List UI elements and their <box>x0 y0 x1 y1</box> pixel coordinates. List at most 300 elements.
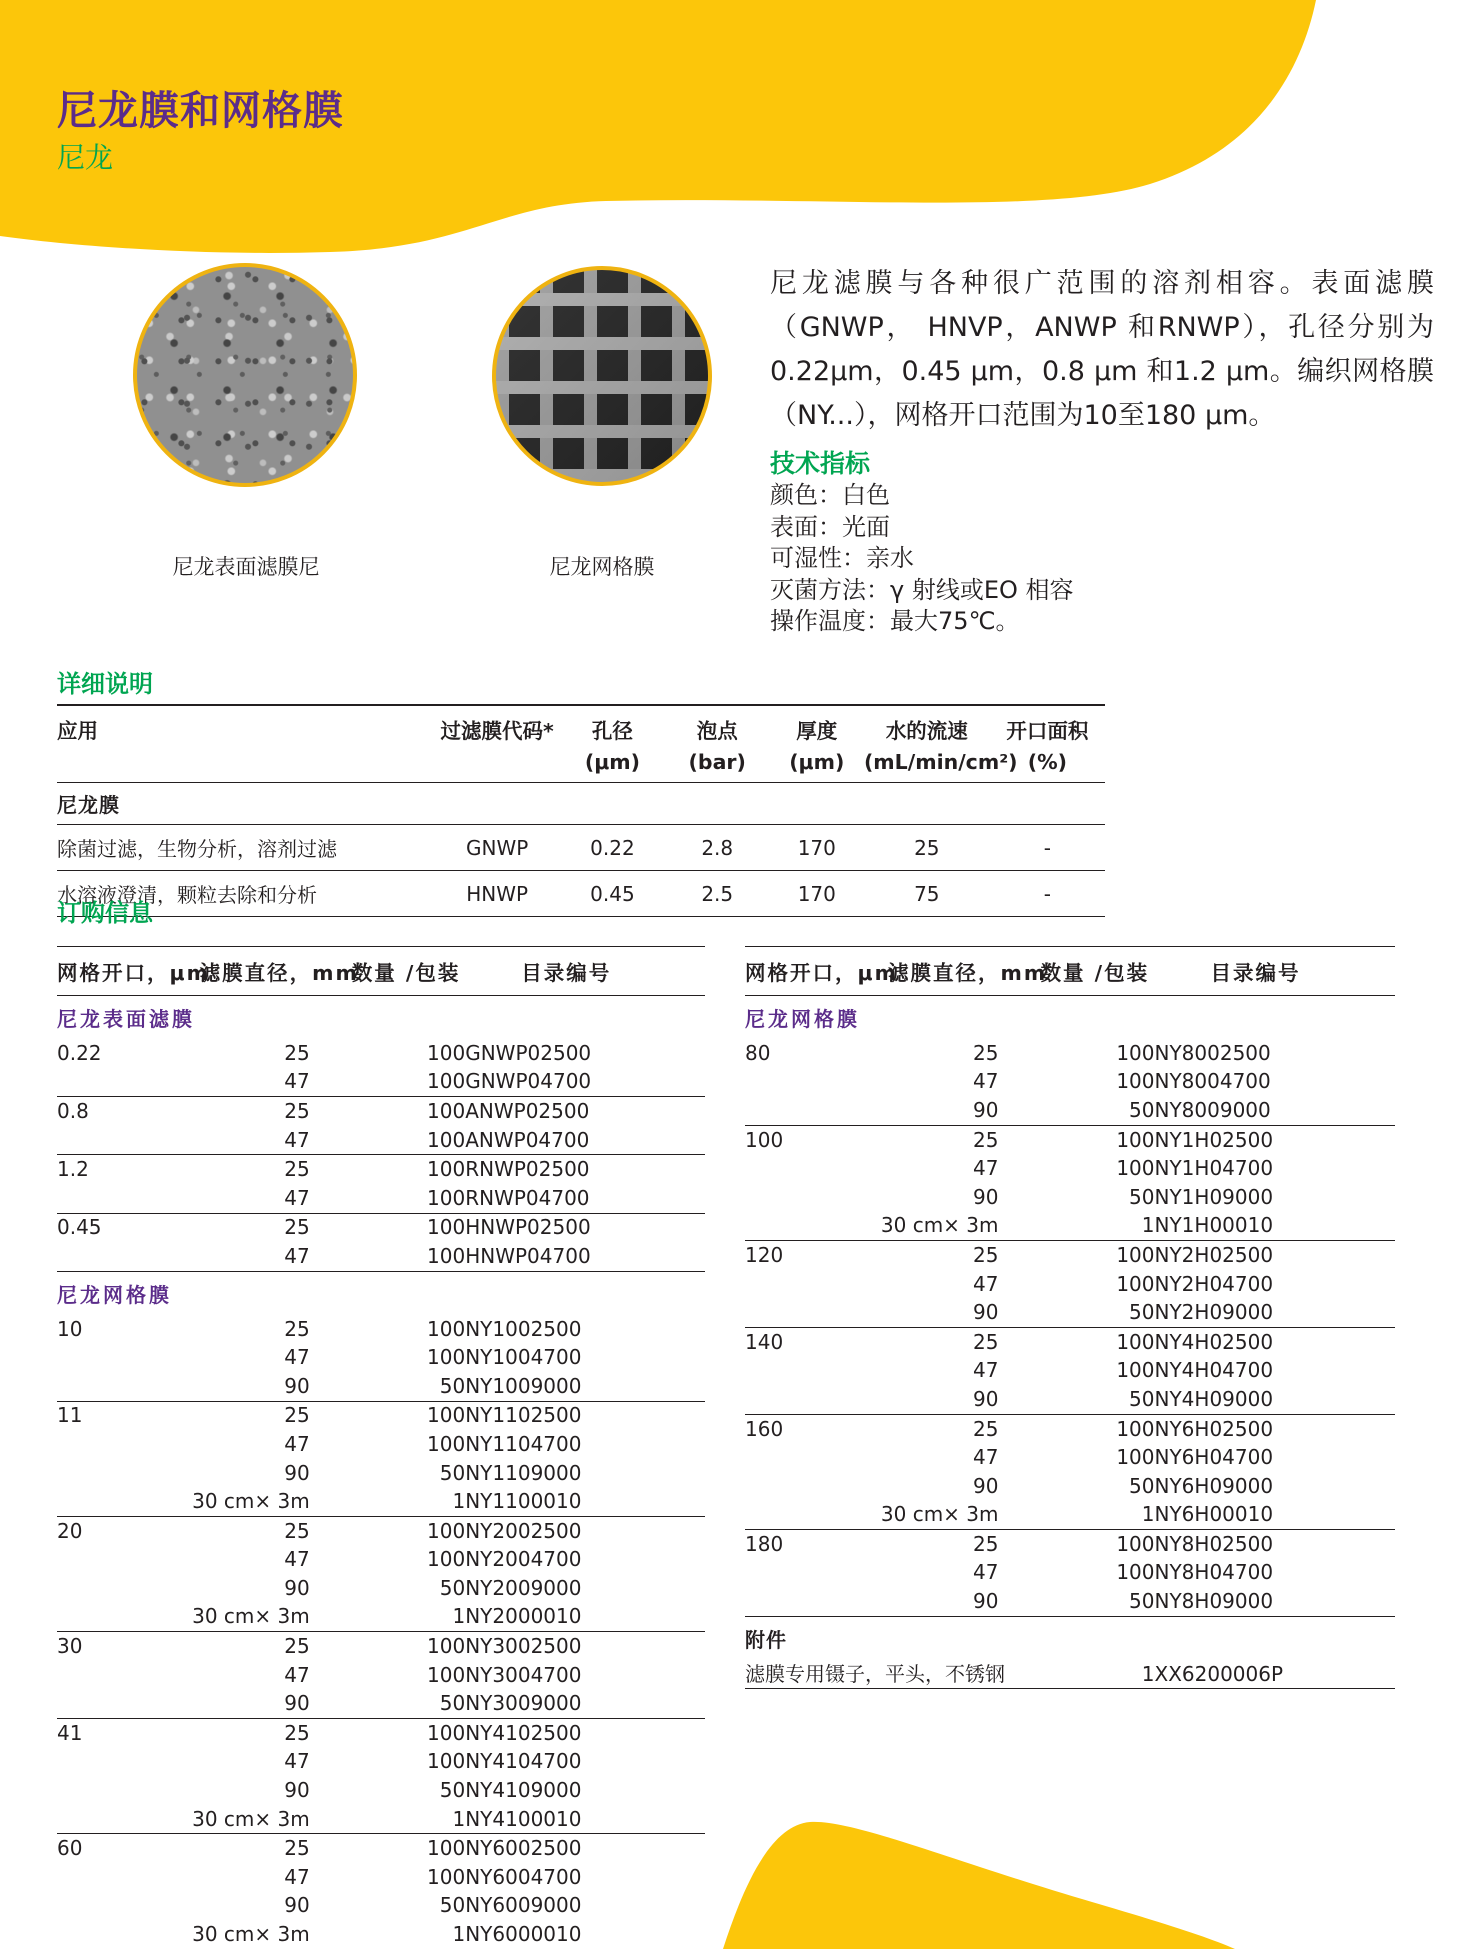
cell: 1 <box>452 1922 466 1947</box>
cell: NY4102500 <box>465 1720 582 1745</box>
cell: 90 <box>973 1300 999 1325</box>
cell: 47 <box>284 1749 310 1774</box>
cell: NY1100010 <box>465 1489 582 1514</box>
column-header-line1: 应用 <box>57 719 98 743</box>
cell <box>745 1096 862 1125</box>
column-header <box>665 705 770 783</box>
cell: GNWP04700 <box>465 1069 592 1094</box>
table-row <box>57 1097 705 1126</box>
column-header-line2: (%) <box>1027 750 1067 774</box>
cell: 100 <box>427 1836 466 1861</box>
cell: 100 <box>1116 1127 1155 1152</box>
cell: 25 <box>284 1316 310 1341</box>
section-title: 尼龙表面滤膜 <box>57 1007 195 1031</box>
cell: 30 <box>57 1634 83 1659</box>
cell: 100 <box>1116 1329 1155 1354</box>
cell <box>57 1603 174 1632</box>
accessories-section-row <box>745 1616 1395 1660</box>
cell: 除菌过滤，生物分析，溶剂过滤 <box>57 837 337 861</box>
cell: 1 <box>1141 1502 1155 1527</box>
sem-image-nylon-surface-filter <box>133 263 357 487</box>
table-row <box>57 1719 705 1748</box>
cell: NY2H09000 <box>1154 1300 1274 1325</box>
cell: - <box>1043 835 1051 860</box>
tech-spec-line: 可湿性：亲水 <box>770 544 914 572</box>
cell: 50 <box>1129 1473 1155 1498</box>
cell: 47 <box>973 1358 999 1383</box>
cell <box>745 1270 862 1299</box>
cell: 100 <box>427 1243 466 1268</box>
cell <box>57 1372 174 1401</box>
table-row <box>745 1270 1395 1299</box>
cell: 25 <box>284 1720 310 1745</box>
table-row <box>57 1516 705 1545</box>
cell: 25 <box>284 1836 310 1861</box>
table-row <box>57 1068 705 1097</box>
cell: 100 <box>427 1547 466 1572</box>
cell: - <box>1043 881 1051 906</box>
column-header <box>560 705 665 783</box>
cell: 47 <box>284 1864 310 1889</box>
cell: 100 <box>427 1127 466 1152</box>
cell: 100 <box>427 1185 466 1210</box>
cell: 47 <box>973 1560 999 1585</box>
cell: 50 <box>1129 1589 1155 1614</box>
cell: HNWP02500 <box>465 1215 591 1240</box>
table-row <box>57 1213 705 1242</box>
cell: 90 <box>973 1097 999 1122</box>
table-row <box>745 1501 1395 1530</box>
table-row <box>57 1546 705 1575</box>
cell: 90 <box>973 1473 999 1498</box>
cell: 25 <box>284 1215 310 1240</box>
cell <box>745 1501 862 1530</box>
intro-paragraph: 尼龙滤膜与各种很广范围的溶剂相容。表面滤膜（GNWP， HNVP，ANWP 和RNWP），孔径分别为0.22μm，0.45 μm，0.8 μm 和1.2 μm。编织网格膜（NY...），网格开口范围为10至180 μm。 <box>770 268 1434 431</box>
section-title: 尼龙膜 <box>57 793 120 817</box>
cell: NY6H04700 <box>1154 1445 1274 1470</box>
cell: NY1109000 <box>465 1460 582 1485</box>
cell: 50 <box>1129 1300 1155 1325</box>
cell: NY8002500 <box>1154 1040 1271 1065</box>
cell: 100 <box>427 1157 466 1182</box>
cell: 47 <box>284 1243 310 1268</box>
cell: ANWP04700 <box>465 1127 590 1152</box>
cell: NY6004700 <box>465 1864 582 1889</box>
table-row <box>57 871 1105 917</box>
cell <box>745 1443 862 1472</box>
column-header-line2: (μm) <box>584 750 641 774</box>
cell: 滤膜专用镊子，平头，不锈钢 <box>745 1661 1005 1686</box>
cell <box>57 1574 174 1603</box>
cell: NY8009000 <box>1154 1097 1271 1122</box>
cell: 100 <box>1116 1358 1155 1383</box>
column-header: 网格开口，μm <box>57 961 210 985</box>
section-title: 尼龙网格膜 <box>57 1282 172 1307</box>
cell: 47 <box>284 1185 310 1210</box>
section-row <box>57 1271 705 1315</box>
cell: NY1104700 <box>465 1431 582 1456</box>
table-row <box>745 1039 1395 1068</box>
cell: 100 <box>1116 1531 1155 1556</box>
cell <box>57 1459 174 1488</box>
cell: 25 <box>973 1416 999 1441</box>
cell: XX6200006P <box>1154 1661 1284 1686</box>
cell: NY6002500 <box>465 1836 582 1861</box>
cell: 47 <box>284 1345 310 1370</box>
column-header-line2: (bar) <box>688 750 746 774</box>
table-row <box>57 1184 705 1213</box>
cell: RNWP04700 <box>465 1185 590 1210</box>
table-row <box>57 1039 705 1068</box>
cell: NY4104700 <box>465 1749 582 1774</box>
cell: 25 <box>284 1040 310 1065</box>
table-row <box>745 1587 1395 1616</box>
cell: 100 <box>1116 1069 1155 1094</box>
cell: NY3009000 <box>465 1691 582 1716</box>
column-header-line1: 水的流速 <box>885 719 968 743</box>
cell <box>57 1343 174 1372</box>
cell: 47 <box>284 1431 310 1456</box>
cell: 100 <box>427 1403 466 1428</box>
table-row <box>57 1748 705 1777</box>
table-row <box>57 1126 705 1155</box>
cell: 160 <box>745 1416 784 1441</box>
cell: 1 <box>1141 1213 1155 1238</box>
section-row <box>57 996 705 1040</box>
table-row <box>57 1343 705 1372</box>
ordering-table <box>745 946 1395 1689</box>
cell: 47 <box>973 1271 999 1296</box>
cell: 100 <box>1116 1242 1155 1267</box>
cell: NY1H09000 <box>1154 1184 1274 1209</box>
cell: 90 <box>284 1373 310 1398</box>
cell: 47 <box>284 1127 310 1152</box>
column-header: 数量 /包装 <box>351 961 461 985</box>
cell: 47 <box>973 1156 999 1181</box>
tech-specs-list <box>770 480 1074 638</box>
cell: 90 <box>284 1893 310 1918</box>
cell: NY3002500 <box>465 1634 582 1659</box>
cell <box>57 1430 174 1459</box>
detail-section-title: 详细说明 <box>57 670 153 698</box>
cell: 1 <box>452 1604 466 1629</box>
cell: 50 <box>439 1460 466 1485</box>
table-row <box>57 1776 705 1805</box>
cell: NY4109000 <box>465 1778 582 1803</box>
cell: 10 <box>57 1316 83 1341</box>
cell: 100 <box>427 1634 466 1659</box>
cell: NY1004700 <box>465 1345 582 1370</box>
cell: NY6H02500 <box>1154 1416 1274 1441</box>
cell: 90 <box>973 1184 999 1209</box>
cell: NY8H02500 <box>1154 1531 1274 1556</box>
cell: 50 <box>439 1893 466 1918</box>
cell: 50 <box>439 1691 466 1716</box>
cell: NY8H04700 <box>1154 1560 1274 1585</box>
cell: 100 <box>1116 1416 1155 1441</box>
cell: 25 <box>284 1403 310 1428</box>
column-header: 目录编号 <box>521 961 612 985</box>
cell <box>57 1126 174 1155</box>
cell: 100 <box>1116 1560 1155 1585</box>
footer-decoration <box>0 1819 1457 1949</box>
cell: HNWP <box>466 881 529 906</box>
table-row <box>745 1068 1395 1097</box>
cell <box>57 1748 174 1777</box>
tech-spec-line: 操作温度：最大75℃。 <box>770 607 1020 635</box>
cell: 25 <box>973 1531 999 1556</box>
cell: 0.22 <box>590 835 635 860</box>
section-title: 尼龙网格膜 <box>745 1007 860 1031</box>
table-row <box>745 1385 1395 1414</box>
cell: 50 <box>1129 1097 1155 1122</box>
cell: 47 <box>284 1069 310 1094</box>
cell: NY8004700 <box>1154 1069 1271 1094</box>
cell: 100 <box>427 1720 466 1745</box>
cell: HNWP04700 <box>465 1243 591 1268</box>
accessories-title: 附件 <box>745 1627 787 1652</box>
cell: 90 <box>973 1386 999 1411</box>
cell: 180 <box>745 1531 784 1556</box>
cell: NY1002500 <box>465 1316 582 1341</box>
cell <box>57 1068 174 1097</box>
table-row <box>745 1357 1395 1386</box>
cell: NY4H04700 <box>1154 1358 1274 1383</box>
cell <box>745 1472 862 1501</box>
cell: NY1009000 <box>465 1373 582 1398</box>
cell <box>57 1242 174 1271</box>
column-header <box>434 705 560 783</box>
cell: 90 <box>284 1575 310 1600</box>
cell: 1.2 <box>57 1157 89 1182</box>
cell: 30 cm× 3m <box>192 1806 310 1831</box>
cell: 100 <box>427 1518 466 1543</box>
cell: NY2004700 <box>465 1547 582 1572</box>
cell: 170 <box>797 835 836 860</box>
table-row <box>57 1401 705 1430</box>
cell: NY2002500 <box>465 1518 582 1543</box>
cell: 25 <box>973 1329 999 1354</box>
cell: NY8H09000 <box>1154 1589 1274 1614</box>
cell: 47 <box>973 1069 999 1094</box>
cell: 47 <box>284 1662 310 1687</box>
table-row <box>745 1212 1395 1241</box>
image-caption-left: 尼龙表面滤膜尼 <box>172 555 320 579</box>
cell <box>57 1689 174 1718</box>
cell: 30 cm× 3m <box>192 1604 310 1629</box>
cell: 25 <box>284 1157 310 1182</box>
image-caption-right: 尼龙网格膜 <box>549 555 655 579</box>
column-header-line2: (μm) <box>789 750 845 774</box>
cell: 120 <box>745 1242 784 1267</box>
detail-spec-table <box>57 704 1105 917</box>
cell: 30 cm× 3m <box>192 1922 310 1947</box>
table-row <box>745 1660 1395 1689</box>
cell: 1 <box>1141 1661 1155 1686</box>
cell: 25 <box>284 1518 310 1543</box>
cell: 30 cm× 3m <box>880 1213 999 1238</box>
cell: 60 <box>57 1836 83 1861</box>
cell: 100 <box>745 1127 784 1152</box>
sem-image-nylon-mesh <box>492 266 712 486</box>
cell: NY2H02500 <box>1154 1242 1274 1267</box>
cell: NY4H09000 <box>1154 1386 1274 1411</box>
cell: 1 <box>452 1489 466 1514</box>
cell: 90 <box>284 1691 310 1716</box>
cell: ANWP02500 <box>465 1098 590 1123</box>
table-row <box>745 1530 1395 1559</box>
column-header: 网格开口，μm <box>745 961 898 985</box>
table-header-row <box>57 947 705 996</box>
cell: NY4100010 <box>465 1806 582 1831</box>
cell <box>745 1068 862 1097</box>
cell: 100 <box>427 1040 466 1065</box>
cell: 50 <box>1129 1386 1155 1411</box>
cell: 100 <box>427 1864 466 1889</box>
cell <box>745 1298 862 1327</box>
tech-spec-line: 表面：光面 <box>770 512 890 541</box>
cell <box>57 1184 174 1213</box>
tech-spec-line: 颜色：白色 <box>770 481 890 509</box>
cell: NY2009000 <box>465 1575 582 1600</box>
table-row <box>57 1487 705 1516</box>
cell: 30 cm× 3m <box>880 1502 999 1527</box>
column-header-line2: (mL/min/cm²) <box>863 750 1018 774</box>
cell: NY2000010 <box>465 1604 582 1629</box>
cell: 25 <box>914 835 940 860</box>
section-row <box>57 783 1105 825</box>
table-row <box>745 1096 1395 1125</box>
cell <box>57 1661 174 1690</box>
table-row <box>57 1689 705 1718</box>
cell: NY1H00010 <box>1154 1213 1274 1238</box>
spec-table <box>57 704 1105 917</box>
table-row <box>745 1125 1395 1154</box>
cell <box>745 1357 862 1386</box>
cell: 100 <box>427 1215 466 1240</box>
cell: NY2H04700 <box>1154 1271 1274 1296</box>
table-row <box>745 1414 1395 1443</box>
cell: 0.22 <box>57 1040 102 1065</box>
cell: 47 <box>973 1445 999 1470</box>
table-row <box>745 1298 1395 1327</box>
cell: NY6000010 <box>465 1922 582 1947</box>
cell: 25 <box>284 1098 310 1123</box>
cell: 0.8 <box>57 1098 89 1123</box>
cell: 25 <box>973 1127 999 1152</box>
table-row <box>745 1443 1395 1472</box>
column-header: 滤膜直径，mm <box>888 961 1048 985</box>
cell: 47 <box>284 1547 310 1572</box>
cell: 170 <box>797 881 836 906</box>
table-row <box>57 1632 705 1661</box>
cell: 100 <box>1116 1040 1155 1065</box>
cell: 100 <box>427 1098 466 1123</box>
cell: 100 <box>427 1662 466 1687</box>
cell <box>745 1212 862 1241</box>
cell: NY1H02500 <box>1154 1127 1274 1152</box>
column-header: 目录编号 <box>1210 961 1301 985</box>
table-row <box>57 1603 705 1632</box>
column-header-line1: 开口面积 <box>1006 719 1089 743</box>
table-row <box>57 1242 705 1271</box>
table-row <box>57 1315 705 1344</box>
cell: GNWP <box>466 835 529 860</box>
column-header <box>770 705 864 783</box>
cell: 30 cm× 3m <box>192 1489 310 1514</box>
ordering-table <box>57 946 705 1949</box>
cell: NY6H00010 <box>1154 1502 1274 1527</box>
cell <box>57 1776 174 1805</box>
cell: 0.45 <box>590 881 635 906</box>
cell: NY6009000 <box>465 1893 582 1918</box>
cell: 0.45 <box>57 1215 102 1240</box>
cell <box>745 1183 862 1212</box>
cell: 80 <box>745 1040 771 1065</box>
table-header-row <box>57 705 1105 783</box>
cell: 20 <box>57 1518 83 1543</box>
cell: 2.5 <box>701 881 734 906</box>
cell: 41 <box>57 1720 83 1745</box>
table-header-row <box>745 947 1395 996</box>
cell: 2.8 <box>701 835 734 860</box>
cell: 100 <box>427 1069 466 1094</box>
column-header-line1: 厚度 <box>796 719 838 743</box>
table-row <box>57 1661 705 1690</box>
header <box>57 88 344 174</box>
cell: RNWP02500 <box>465 1157 590 1182</box>
cell: NY6H09000 <box>1154 1473 1274 1498</box>
table-row <box>57 1372 705 1401</box>
table-row <box>745 1183 1395 1212</box>
cell: 25 <box>973 1040 999 1065</box>
cell <box>745 1154 862 1183</box>
page-subtitle: 尼龙 <box>57 141 114 174</box>
cell: 100 <box>1116 1271 1155 1296</box>
column-header <box>863 705 1018 783</box>
cell: 75 <box>914 881 940 906</box>
cell: 25 <box>973 1242 999 1267</box>
table-row <box>745 1559 1395 1588</box>
cell: 100 <box>427 1431 466 1456</box>
table-row <box>745 1241 1395 1270</box>
column-header: 数量 /包装 <box>1040 961 1150 985</box>
tech-spec-line: 灭菌方法：γ 射线或EO 相容 <box>770 575 1074 604</box>
cell: 1 <box>452 1806 466 1831</box>
cell: GNWP02500 <box>465 1040 592 1065</box>
cell <box>745 1587 862 1616</box>
cell: 100 <box>427 1345 466 1370</box>
cell: 90 <box>973 1589 999 1614</box>
table-row <box>57 825 1105 871</box>
cell: 50 <box>1129 1184 1155 1209</box>
cell <box>57 1487 174 1516</box>
cell: 11 <box>57 1403 83 1428</box>
cell: 100 <box>427 1316 466 1341</box>
cell: 100 <box>1116 1445 1155 1470</box>
column-header-line1: 过滤膜代码* <box>440 719 554 743</box>
column-header-line1: 泡点 <box>696 719 738 743</box>
cell: 50 <box>439 1373 466 1398</box>
table-row <box>57 1574 705 1603</box>
ordering-table-left <box>57 946 705 1949</box>
cell <box>745 1385 862 1414</box>
cell: 50 <box>439 1778 466 1803</box>
cell: 90 <box>284 1778 310 1803</box>
table-row <box>745 1154 1395 1183</box>
cell: NY1102500 <box>465 1403 582 1428</box>
table-row <box>745 1472 1395 1501</box>
